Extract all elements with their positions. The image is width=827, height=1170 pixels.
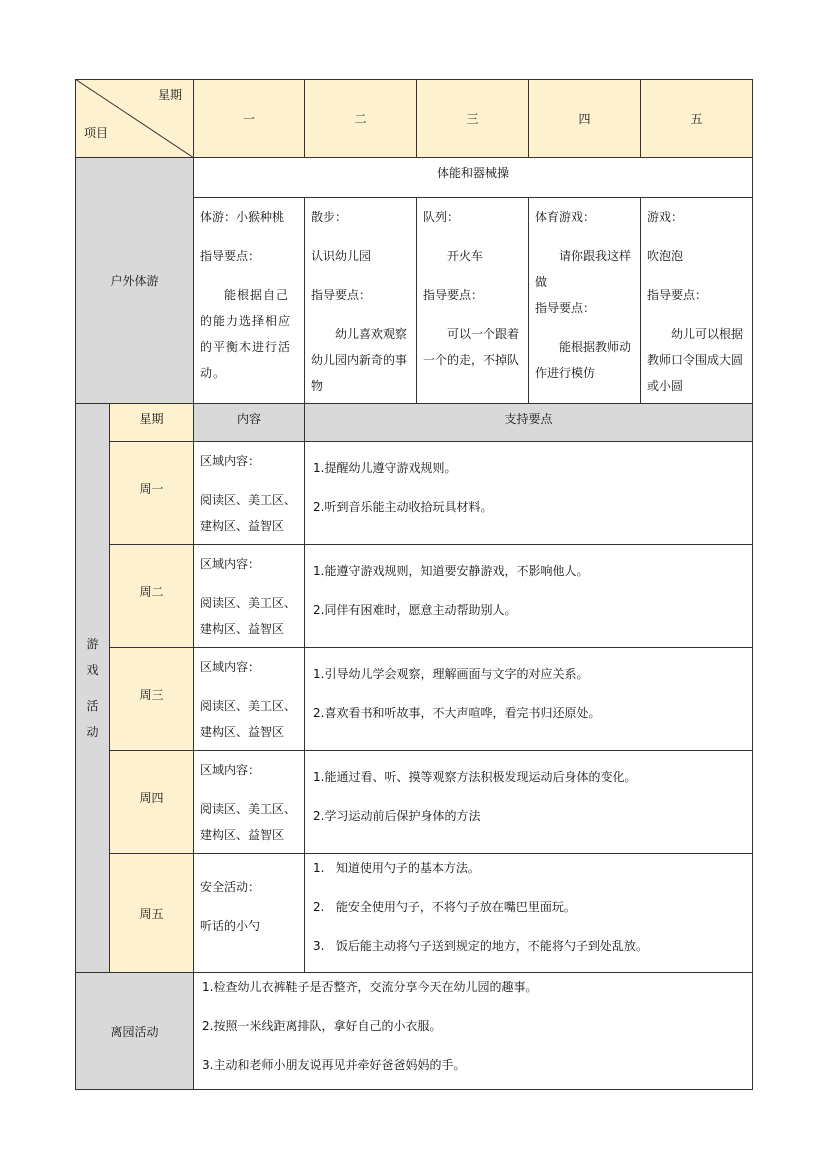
outdoor-activity-thu (528, 197, 641, 404)
game-content-wed (193, 647, 305, 751)
game-support-wed (304, 647, 753, 751)
guidance-point: 可以一个跟着一个的走，不掉队 (423, 327, 520, 367)
activity-name: 游戏： (647, 210, 684, 224)
activity-detail: 开火车 (447, 249, 484, 263)
game-day-fri: 周五 (109, 853, 194, 973)
guidance-point: 幼儿喜欢观察幼儿园内新奇的事物 (311, 327, 408, 393)
game-support-mon (304, 441, 753, 545)
content-title: 区域内容： (200, 557, 261, 571)
header-day-2: 二 (304, 79, 417, 158)
weekly-plan-table (75, 79, 753, 1090)
game-content-fri (193, 853, 305, 973)
support-point: 2.同伴有困难时，愿意主动帮助别人。 (313, 603, 517, 617)
leaving-item: 3.主动和老师小朋友说再见并牵好爸爸妈妈的手。 (202, 1058, 466, 1072)
content-title: 安全活动： (200, 880, 261, 894)
activity-detail: 认识幼儿园 (311, 249, 372, 263)
guidance-point: 能根据教师动作进行模仿 (535, 340, 632, 380)
activity-detail: 吹泡泡 (647, 249, 684, 263)
guidance-key: 指导要点： (423, 288, 484, 302)
game-content-thu (193, 750, 305, 854)
support-point: 3. 饭后能主动将勺子送到规定的地方，不能将勺子到处乱放。 (313, 939, 648, 953)
corner-weekday-label: 星期 (158, 88, 183, 102)
activity-name: 体游：小猴种桃 (200, 210, 285, 224)
corner-header-cell (75, 79, 194, 158)
leaving-items (193, 972, 753, 1090)
support-point: 1.能通过看、听、摸等观察方法积极发现运动后身体的变化。 (313, 770, 637, 784)
game-label-cell (75, 403, 110, 973)
activity-name: 体育游戏： (535, 210, 596, 224)
game-day-tue: 周二 (109, 544, 194, 648)
content-title: 区域内容： (200, 660, 261, 674)
content-areas: 阅读区、美工区、建构区、益智区 (200, 699, 297, 739)
activity-name: 队列： (423, 210, 460, 224)
support-point: 1.能遵守游戏规则，知道要安静游戏，不影响他人。 (313, 564, 589, 578)
game-col-content: 内容 (193, 403, 305, 442)
leaving-item: 1.检查幼儿衣裤鞋子是否整齐，交流分享今天在幼儿园的趣事。 (202, 980, 538, 994)
game-label-char: 动 (86, 725, 99, 739)
content-title: 区域内容： (200, 454, 261, 468)
game-col-support: 支持要点 (304, 403, 753, 442)
game-day-wed: 周三 (109, 647, 194, 751)
leaving-label-cell: 离园活动 (75, 972, 194, 1090)
content-title: 区域内容： (200, 763, 261, 777)
game-label-char: 活 (86, 699, 99, 713)
activity-name: 散步： (311, 210, 348, 224)
outdoor-activity-wed (416, 197, 529, 404)
support-point: 1. 知道使用勺子的基本方法。 (313, 861, 480, 875)
game-support-fri (304, 853, 753, 973)
activity-detail: 请你跟我这样做 (535, 249, 632, 289)
outdoor-activity-mon (193, 197, 305, 404)
outdoor-activity-fri (640, 197, 753, 404)
guidance-key: 指导要点： (200, 249, 261, 263)
game-label-char: 游 (86, 637, 99, 651)
content-areas: 阅读区、美工区、建构区、益智区 (200, 802, 297, 842)
guidance-key: 指导要点： (647, 288, 708, 302)
game-label-char: 戏 (86, 663, 99, 677)
game-content-mon (193, 441, 305, 545)
support-point: 2.喜欢看书和听故事，不大声喧哗，看完书归还原处。 (313, 706, 601, 720)
support-point: 1.提醒幼儿遵守游戏规则。 (313, 461, 457, 475)
guidance-point: 幼儿可以根据教师口令围成大圆或小圆 (647, 327, 744, 393)
game-support-thu (304, 750, 753, 854)
support-point: 2. 能安全使用勺子，不将勺子放在嘴巴里面玩。 (313, 900, 576, 914)
game-day-thu: 周四 (109, 750, 194, 854)
content-areas: 阅读区、美工区、建构区、益智区 (200, 596, 297, 636)
game-content-tue (193, 544, 305, 648)
game-day-mon: 周一 (109, 441, 194, 545)
header-day-1: 一 (193, 79, 305, 158)
outdoor-label-cell: 户外体游 (75, 157, 194, 404)
guidance-point: 能根据自己的能力选择相应的平衡木进行活动。 (200, 288, 292, 380)
support-point: 1.引导幼儿学会观察，理解画面与文字的对应关系。 (313, 667, 589, 681)
content-areas: 阅读区、美工区、建构区、益智区 (200, 493, 297, 533)
guidance-key: 指导要点： (535, 301, 596, 315)
guidance-key: 指导要点： (311, 288, 372, 302)
support-point: 2.学习运动前后保护身体的方法 (313, 809, 481, 823)
leaving-item: 2.按照一米线距离排队，拿好自己的小衣服。 (202, 1019, 442, 1033)
game-support-tue (304, 544, 753, 648)
header-day-3: 三 (416, 79, 529, 158)
game-col-week: 星期 (109, 403, 194, 442)
header-day-5: 五 (640, 79, 753, 158)
outdoor-activity-tue (304, 197, 417, 404)
support-point: 2.听到音乐能主动收拾玩具材料。 (313, 500, 493, 514)
header-day-4: 四 (528, 79, 641, 158)
corner-item-label: 项目 (84, 126, 109, 140)
content-areas: 听话的小勺 (200, 919, 261, 933)
outdoor-title: 体能和器械操 (193, 157, 753, 198)
